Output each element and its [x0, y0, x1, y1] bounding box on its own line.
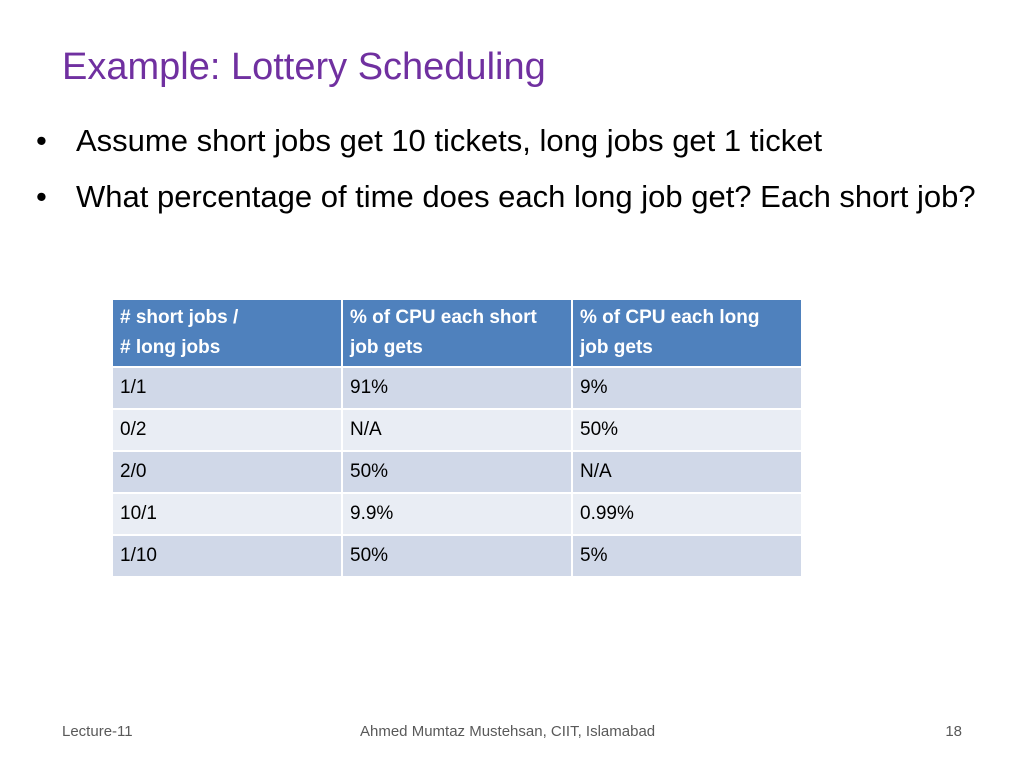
table-row	[112, 409, 802, 451]
header-line: % of CPU each short	[350, 307, 537, 328]
header-line: # short jobs /	[120, 307, 239, 328]
table-cell: 50%	[342, 451, 572, 493]
table-row	[112, 493, 802, 535]
bullet-list	[36, 118, 976, 230]
table-header-row	[112, 299, 802, 367]
table-header-cell	[342, 299, 572, 367]
table-cell: 9.9%	[342, 493, 572, 535]
table-cell: 50%	[342, 535, 572, 577]
cpu-share-table	[111, 298, 803, 578]
footer-lecture: Lecture-11	[62, 723, 133, 740]
table-cell: N/A	[572, 451, 802, 493]
bullet-dot-icon: •	[36, 179, 47, 214]
bullet-dot-icon: •	[36, 123, 47, 158]
header-line: job gets	[350, 337, 423, 358]
slide-title: Example: Lottery Scheduling	[62, 46, 546, 88]
bullet-item	[36, 174, 976, 220]
bullet-text: What percentage of time does each long job get? Each short job?	[76, 179, 976, 214]
table-cell: 2/0	[112, 451, 342, 493]
table-cell: 5%	[572, 535, 802, 577]
header-line: % of CPU each long	[580, 307, 760, 328]
bullet-item	[36, 118, 976, 164]
table-header-cell	[572, 299, 802, 367]
table-row	[112, 451, 802, 493]
footer-page-number: 18	[945, 723, 962, 740]
table-cell: 1/1	[112, 367, 342, 409]
table-row	[112, 367, 802, 409]
table-cell: 0.99%	[572, 493, 802, 535]
table-cell: N/A	[342, 409, 572, 451]
header-line: job gets	[580, 337, 653, 358]
footer-author: Ahmed Mumtaz Mustehsan, CIIT, Islamabad	[360, 723, 656, 740]
header-line: # long jobs	[120, 337, 221, 358]
bullet-text: Assume short jobs get 10 tickets, long jobs get 1 ticket	[76, 123, 823, 158]
table-cell: 50%	[572, 409, 802, 451]
table-cell: 9%	[572, 367, 802, 409]
table-cell: 1/10	[112, 535, 342, 577]
table-cell: 10/1	[112, 493, 342, 535]
table-cell: 0/2	[112, 409, 342, 451]
table-header-cell	[112, 299, 342, 367]
table-row	[112, 535, 802, 577]
table-cell: 91%	[342, 367, 572, 409]
